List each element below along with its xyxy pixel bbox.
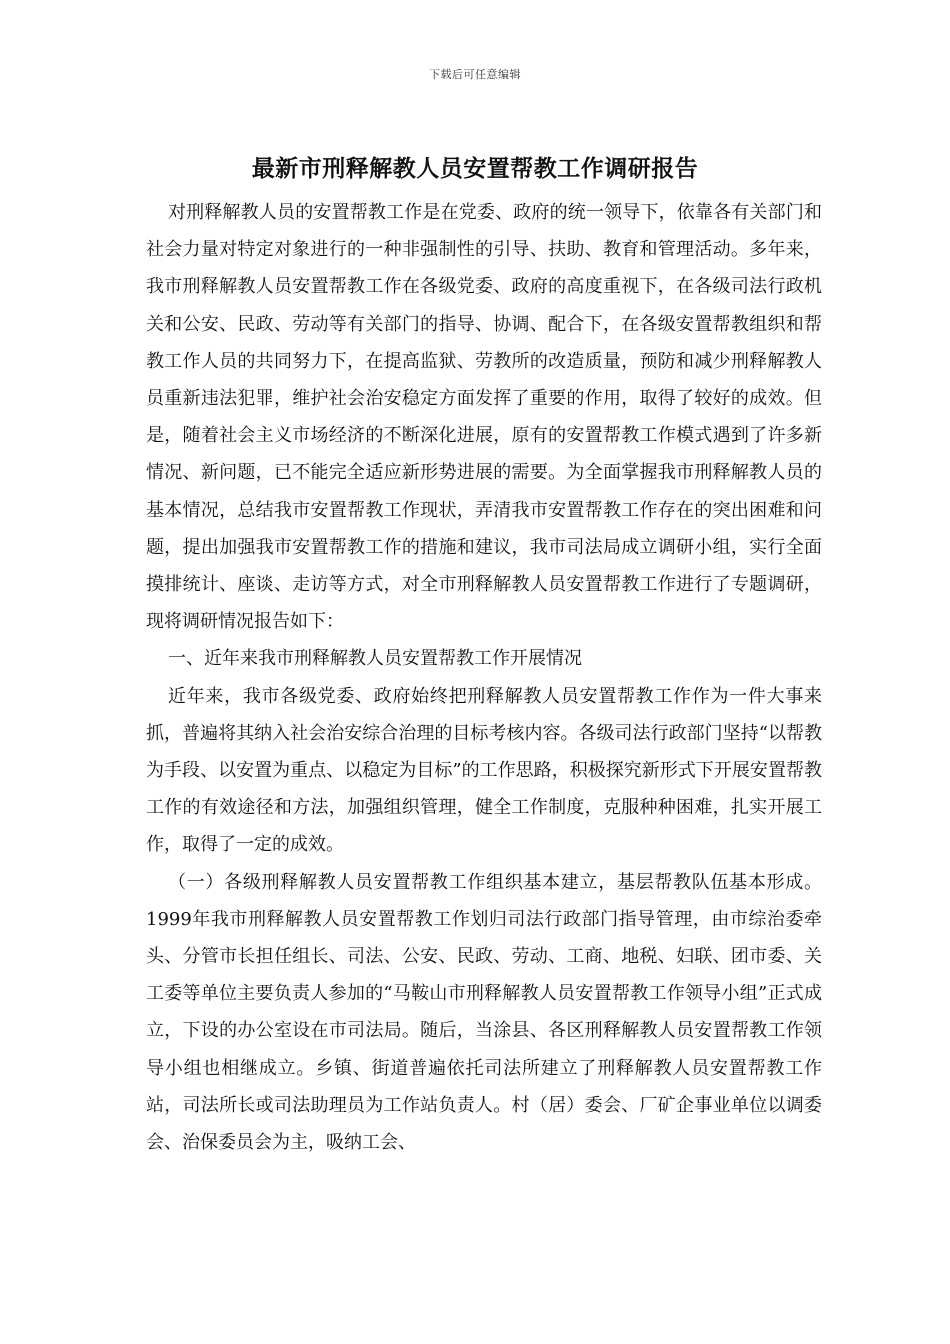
header-note: 下载后可任意编辑 bbox=[429, 68, 521, 81]
document-title: 最新市刑释解教人员安置帮教工作调研报告 bbox=[251, 155, 699, 182]
section-heading-1: 一、近年来我市刑释解教人员安置帮教工作开展情况 bbox=[168, 648, 582, 670]
paragraph-section-1: 近年来，我市各级党委、政府始终把刑释解教人员安置帮教工作作为一件大事来抓，普遍将其纳入社会治安综合治理的目标考核内容。各级司法行政部门坚持“以帮教为手段、以安置为重点、以稳定为目标”的工作思路，积极探究新形式下开展安置帮教工作的有效途径和方法，加强组织管理，健全工作制度，克服种种困难，扎实开展工作，取得了一定的成效。 bbox=[146, 685, 822, 856]
document-body bbox=[146, 194, 822, 1161]
paragraph-intro: 对刑释解教人员的安置帮教工作是在党委、政府的统一领导下，依靠各有关部门和社会力量对特定对象进行的一种非强制性的引导、扶助、教育和管理活动。多年来，我市刑释解教人员安置帮教工作在各级党委、政府的高度重视下，在各级司法行政机关和公安、民政、劳动等有关部门的指导、协调、配合下，在各级安置帮教组织和帮教工作人员的共同努力下，在提高监狱、劳教所的改造质量，预防和减少刑释解教人员重新违法犯罪，维护社会治安稳定方面发挥了重要的作用，取得了较好的成效。但是，随着社会主义市场经济的不断深化进展，原有的安置帮教工作模式遇到了许多新情况、新问题，已不能完全适应新形势进展的需要。为全面掌握我市刑释解教人员的基本情况，总结我市安置帮教工作现状，弄清我市安置帮教工作存在的突出困难和问题，提出加强我市安置帮教工作的措施和建议，我市司法局成立调研小组，实行全面摸排统计、座谈、走访等方式，对全市刑释解教人员安置帮教工作进行了专题调研，现将调研情况报告如下： bbox=[146, 202, 822, 633]
paragraph-subsection-1: （一）各级刑释解教人员安置帮教工作组织基本建立，基层帮教队伍基本形成。1999年我市刑释解教人员安置帮教工作划归司法行政部门指导管理，由市综治委牵头、分管市长担任组长、司法、公安、民政、劳动、工商、地税、妇联、团市委、关工委等单位主要负责人参加的“马鞍山市刑释解教人员安置帮教工作领导小组”正式成立，下设的办公室设在市司法局。随后，当涂县、各区刑释解教人员安置帮教工作领导小组也相继成立。乡镇、街道普遍依托司法所建立了刑释解教人员安置帮教工作站，司法所长或司法助理员为工作站负责人。村（居）委会、厂矿企事业单位以调委会、治保委员会为主，吸纳工会、 bbox=[146, 871, 822, 1154]
